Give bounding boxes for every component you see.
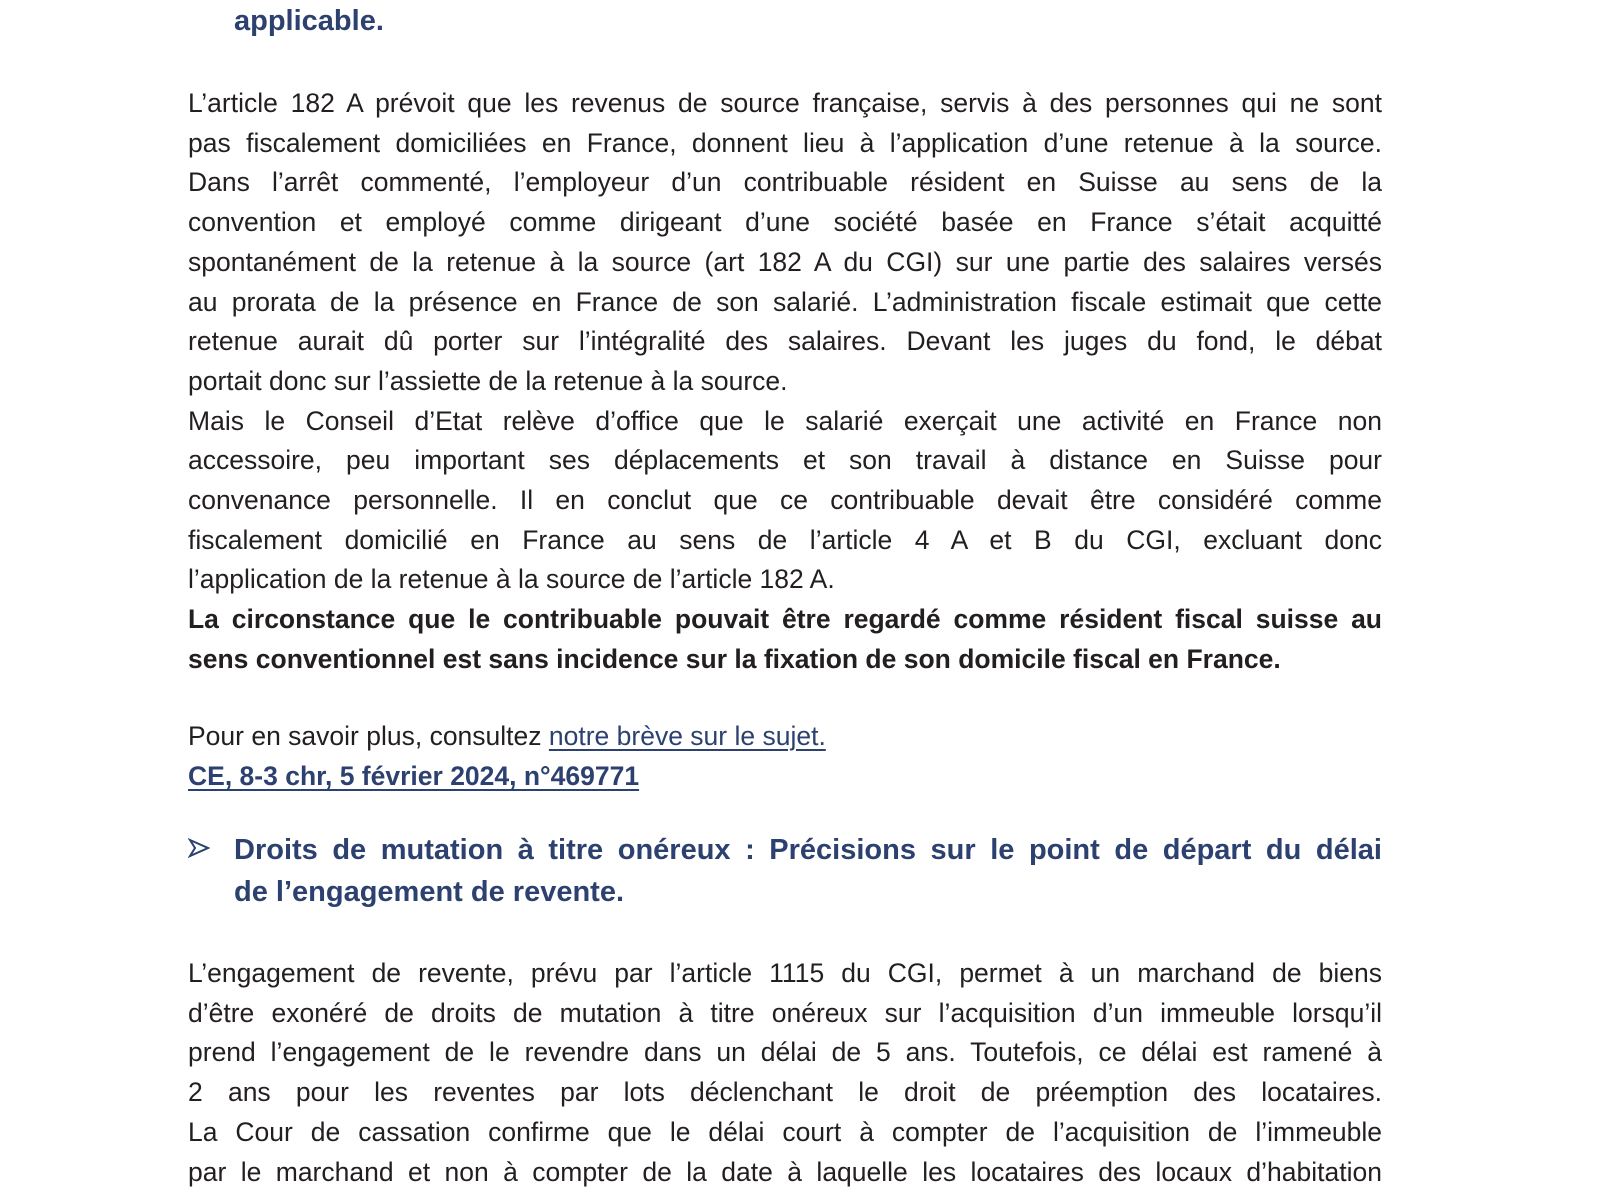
body-line: retenue aurait dû porter sur l’intégralité des salaires. Devant les juges du fond, le débat: [188, 326, 1382, 357]
body-line: prend l’engagement de le revendre dans un délai de 5 ans. Toutefois, ce délai est ramené à: [188, 1037, 1382, 1068]
body-line: 2 ans pour les reventes par lots déclenchant le droit de préemption des locataires.: [188, 1077, 1382, 1108]
brief-link[interactable]: notre brève sur le sujet.: [548, 721, 826, 751]
body-line: L’article 182 A prévoit que les revenus de source française, servis à des personnes qui ne sont: [188, 88, 1382, 118]
body-line: La Cour de cassation confirme que le délai court à compter de l’acquisition de l’immeuble: [188, 1116, 1382, 1147]
body-line: Dans l’arrêt commenté, l’employeur d’un contribuable résident en Suisse au sens de la: [188, 167, 1382, 198]
body-line: convention et employé comme dirigeant d’une société basée en France s’était acquitté: [188, 207, 1382, 238]
section2: [188, 829, 1382, 913]
section1-body: [188, 84, 1382, 680]
body-line: L’engagement de revente, prévu par l’article 1115 du CGI, permet à un marchand de biens: [188, 958, 1382, 988]
body-line: convenance personnelle. Il en conclut que ce contribuable devait être considéré comme: [188, 485, 1382, 516]
section2-heading: [234, 829, 1382, 913]
body-line: au prorata de la présence en France de son salarié. L’administration fiscale estimait que cette: [188, 286, 1382, 317]
decision-reference-link[interactable]: CE, 8-3 chr, 5 février 2024, n°469771: [188, 760, 640, 791]
bold-conclusion-line: La circonstance que le contribuable pouvait être regardé comme résident fiscal suisse au: [188, 604, 1382, 635]
section2-body: [188, 954, 1382, 1192]
section-heading-continuation: applicable.: [234, 5, 384, 37]
heading-line: de l’engagement de revente.: [234, 876, 625, 908]
body-line: d’être exonéré de droits de mutation à titre onéreux sur l’acquisition d’un immeuble lorsqu’il: [188, 997, 1382, 1028]
heading-line: Droits de mutation à titre onéreux : Précisions sur le point de départ du délai: [234, 834, 1382, 866]
body-line: l’application de la retenue à la source de l’article 182 A.: [188, 564, 835, 595]
more-info-line: [188, 717, 1382, 757]
arrowhead-bullet-icon: [188, 837, 210, 859]
body-line: Mais le Conseil d’Etat relève d’office que le salarié exerçait une activité en France non: [188, 405, 1382, 436]
body-line: pas fiscalement domiciliées en France, donnent lieu à l’application d’une retenue à la source.: [188, 127, 1382, 158]
bold-conclusion-line: sens conventionnel est sans incidence sur la fixation de son domicile fiscal en France.: [188, 643, 1281, 674]
body-line: spontanément de la retenue à la source (art 182 A du CGI) sur une partie des salaires versés: [188, 246, 1382, 277]
body-line: par le marchand et non à compter de la date à laquelle les locataires des locaux d’habitation: [188, 1156, 1382, 1187]
body-line: portait donc sur l’assiette de la retenue à la source.: [188, 365, 788, 396]
body-line: accessoire, peu important ses déplacements et son travail à distance en Suisse pour: [188, 445, 1382, 476]
more-info-text: Pour en savoir plus, consultez: [188, 721, 549, 751]
reference-line: [188, 757, 1382, 797]
body-line: fiscalement domicilié en France au sens de l’article 4 A et B du CGI, excluant donc: [188, 524, 1382, 555]
section1-references: [188, 717, 1382, 796]
